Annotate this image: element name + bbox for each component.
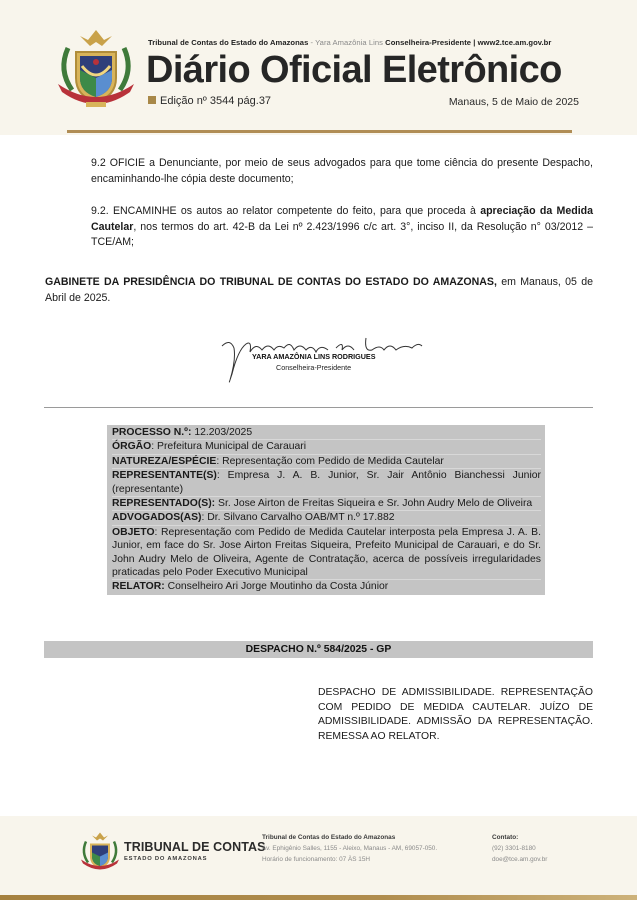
footer-address: Av. Ephigênio Salles, 1155 - Aleixo, Manaus - AM, 69057-050.	[262, 845, 438, 852]
footer-brand: TRIBUNAL DE CONTAS	[124, 840, 266, 854]
footer-email: doe@tce.am.gov.br	[492, 856, 548, 863]
publication-date: Manaus, 5 de Maio de 2025	[448, 96, 579, 108]
signatory-role: Conselheira-Presidente	[276, 363, 352, 372]
page-header	[0, 0, 637, 135]
footer-hours: Horário de funcionamento: 07 ÀS 15H	[262, 856, 370, 863]
president-name: Yara Amazônia Lins	[315, 38, 383, 47]
info-row-processo: PROCESSO N.º: 12.203/2025	[112, 426, 541, 440]
info-row-objeto: OBJETO: Representação com Pedido de Medida Cautelar interposta pela Empresa J. A. B. Junior, em face do Sr. Jose Airton Freitas Siqueira, Prefeito Municipal de Carauari, e do Sr. John Audry Melo de Oliveira, Agente de Contratação, acerca de possíveis irregularidades praticadas pelo Poder Executivo Municipal	[112, 526, 541, 581]
header-institution-line: Tribunal de Contas do Estado do Amazonas - Yara Amazônia Lins Conselheira-Presidente | www2.tce.am.gov.br	[148, 38, 552, 47]
page-footer	[0, 816, 637, 900]
info-row-natureza: NATUREZA/ESPÉCIE: Representação com Pedido de Medida Cautelar	[112, 455, 541, 469]
info-row-representante: REPRESENTANTE(S): Empresa J. A. B. Junior, Sr. Jair Antônio Bianchessi Junior (representante)	[112, 469, 541, 497]
section-divider	[44, 407, 593, 408]
despacho-title: DESPACHO N.º 584/2025 - GP	[44, 641, 593, 658]
paragraph-oficie: 9.2 OFICIE a Denunciante, por meio de seus advogados para que tome ciência do presente Despacho, encaminhando-lhe cópia deste documento;	[91, 157, 593, 185]
footer-address-block: Tribunal de Contas do Estado do Amazonas Av. Ephigênio Salles, 1155 - Aleixo, Manaus - AM, 69057-050. Horário de funcionamento: 07 ÀS 15H	[262, 834, 438, 863]
footer-phone: (92) 3301-8180	[492, 845, 536, 852]
paragraph-gabinete: GABINETE DA PRESIDÊNCIA DO TRIBUNAL DE CONTAS DO ESTADO DO AMAZONAS, em Manaus, 05 de Abril de 2025.	[45, 276, 593, 304]
paragraph-encaminhe: 9.2. ENCAMINHE os autos ao relator competente do feito, para que proceda à apreciação da Medida Cautelar, nos termos do art. 42-B da Lei nº 2.423/1996 c/c art. 3°, inciso II, da Resolução n° 03/2012 – TCE/AM;	[91, 205, 593, 248]
info-row-orgao: ÓRGÃO: Prefeitura Municipal de Carauari	[112, 440, 541, 454]
masthead-title: Diário Oficial Eletrônico	[146, 49, 562, 91]
footer-contact-block: Contato: (92) 3301-8180 doe@tce.am.gov.br	[492, 834, 548, 863]
signatory-name: YARA AMAZÔNIA LINS RODRIGUES	[252, 352, 376, 361]
footer-gold-band	[0, 895, 637, 900]
info-row-advogados: ADVOGADOS(AS): Dr. Silvano Carvalho OAB/MT n.º 17.882	[112, 511, 541, 525]
footer-brand-subtitle: ESTADO DO AMAZONAS	[124, 856, 208, 862]
process-info-box	[107, 425, 545, 595]
info-row-relator: RELATOR: Conselheiro Ari Jorge Moutinho da Costa Júnior	[112, 581, 389, 593]
president-role-and-site: Conselheira-Presidente | www2.tce.am.gov.br	[383, 38, 552, 47]
institution-name: Tribunal de Contas do Estado do Amazonas	[148, 38, 309, 47]
despacho-ementa: DESPACHO DE ADMISSIBILIDADE. REPRESENTAÇÃO COM PEDIDO DE MEDIDA CAUTELAR. JUÍZO DE ADMISSIBILIDADE. ADMISSÃO DA REPRESENTAÇÃO. REMESSA AO RELATOR.	[318, 687, 593, 742]
tce-coat-of-arms-icon	[52, 26, 140, 112]
info-row-representado: REPRESENTADO(S): Sr. Jose Airton de Freitas Siqueira e Sr. John Audry Melo de Oliveira	[112, 497, 541, 511]
square-bullet-icon	[148, 96, 156, 104]
tce-footer-logo-icon	[78, 830, 122, 874]
header-divider	[67, 130, 572, 133]
edition-info: Edição nº 3544 pág.37	[148, 95, 271, 107]
